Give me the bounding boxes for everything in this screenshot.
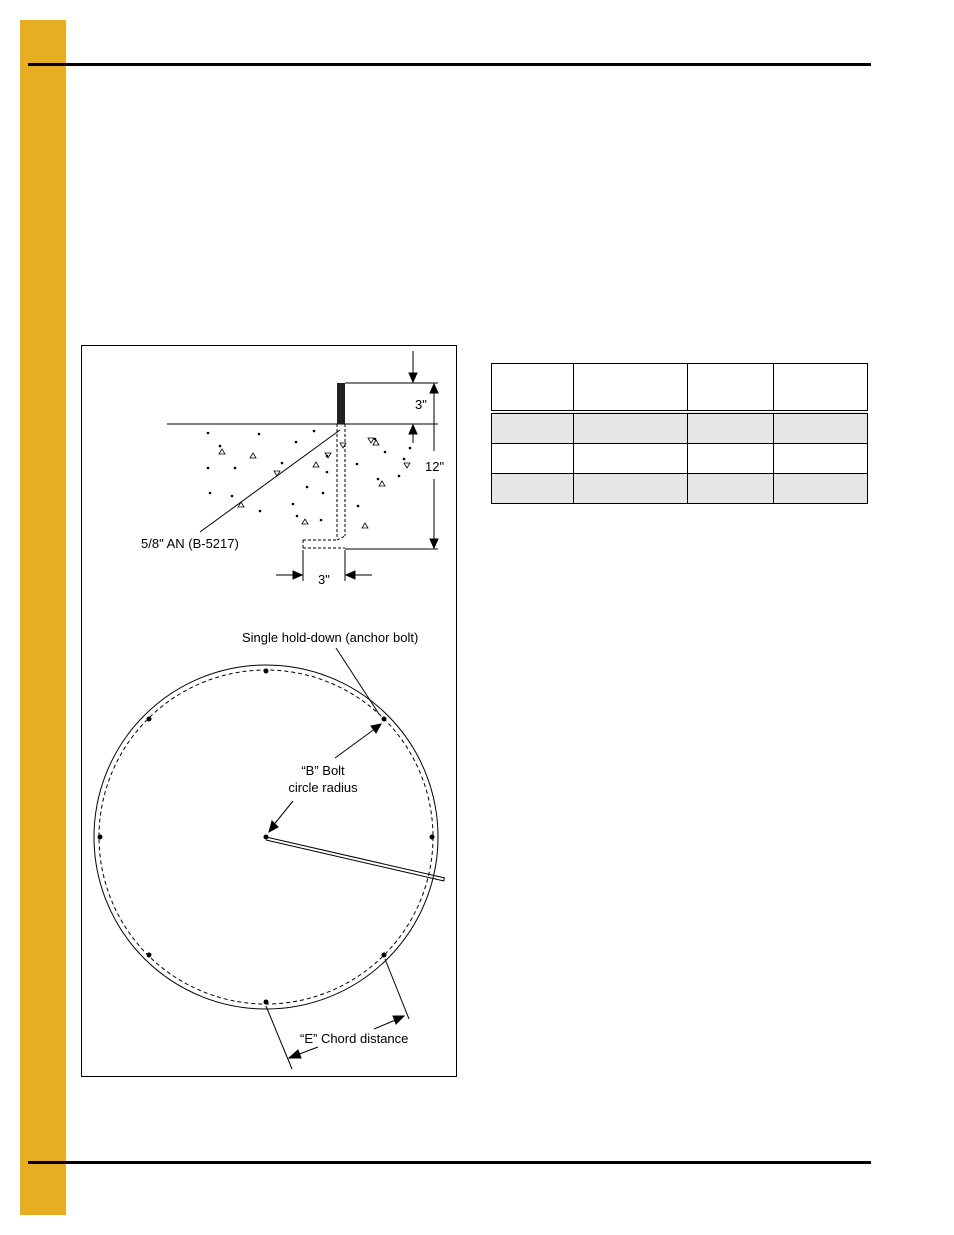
table-cell [492,444,574,474]
bolt-spec-table [491,363,868,504]
side-color-bar [20,20,66,1215]
table-cell [492,474,574,504]
hold-down-label: Single hold-down (anchor bolt) [242,630,419,645]
table-cell [574,444,688,474]
anchor-bolt-holes [98,669,435,1005]
table-row [492,474,868,504]
table-cell [688,412,774,444]
table-cell [774,474,868,504]
dim-hook-label: 3" [318,572,330,587]
concrete-aggregate [207,430,411,528]
table-cell [574,412,688,444]
dimension-lines [276,351,438,581]
footer-rule [28,1161,871,1164]
chord-dimension [266,959,409,1069]
table-cell [774,444,868,474]
anchor-bolt-figure [81,345,457,1077]
table-cell [492,412,574,444]
dim-top-label: 3" [415,397,427,412]
table-cell [688,444,774,474]
embedded-bolt [303,424,345,548]
bolt-circle-label-line1: “B” Bolt [301,763,345,778]
anchor-bolt-diagram [82,346,458,1078]
dim-depth-label: 12" [425,459,445,474]
table-header-row [492,364,868,413]
hold-down-leader [336,648,379,714]
chord-distance-label: “E” Chord distance [300,1031,409,1046]
radius-pointer [266,837,445,881]
bolt-circle-label-line2: circle radius [288,780,358,795]
table-row [492,444,868,474]
table-header-cell [574,364,688,413]
table-header-cell [492,364,574,413]
table-cell [774,412,868,444]
table-row [492,412,868,444]
threaded-bolt-end [337,383,345,424]
table-cell [574,474,688,504]
bolt-circle-arrows [269,724,381,832]
bolt-part-label: 5/8" AN (B-5217) [141,536,239,551]
header-rule [28,63,871,66]
table-header-cell [688,364,774,413]
table-header-cell [774,364,868,413]
table-cell [688,474,774,504]
